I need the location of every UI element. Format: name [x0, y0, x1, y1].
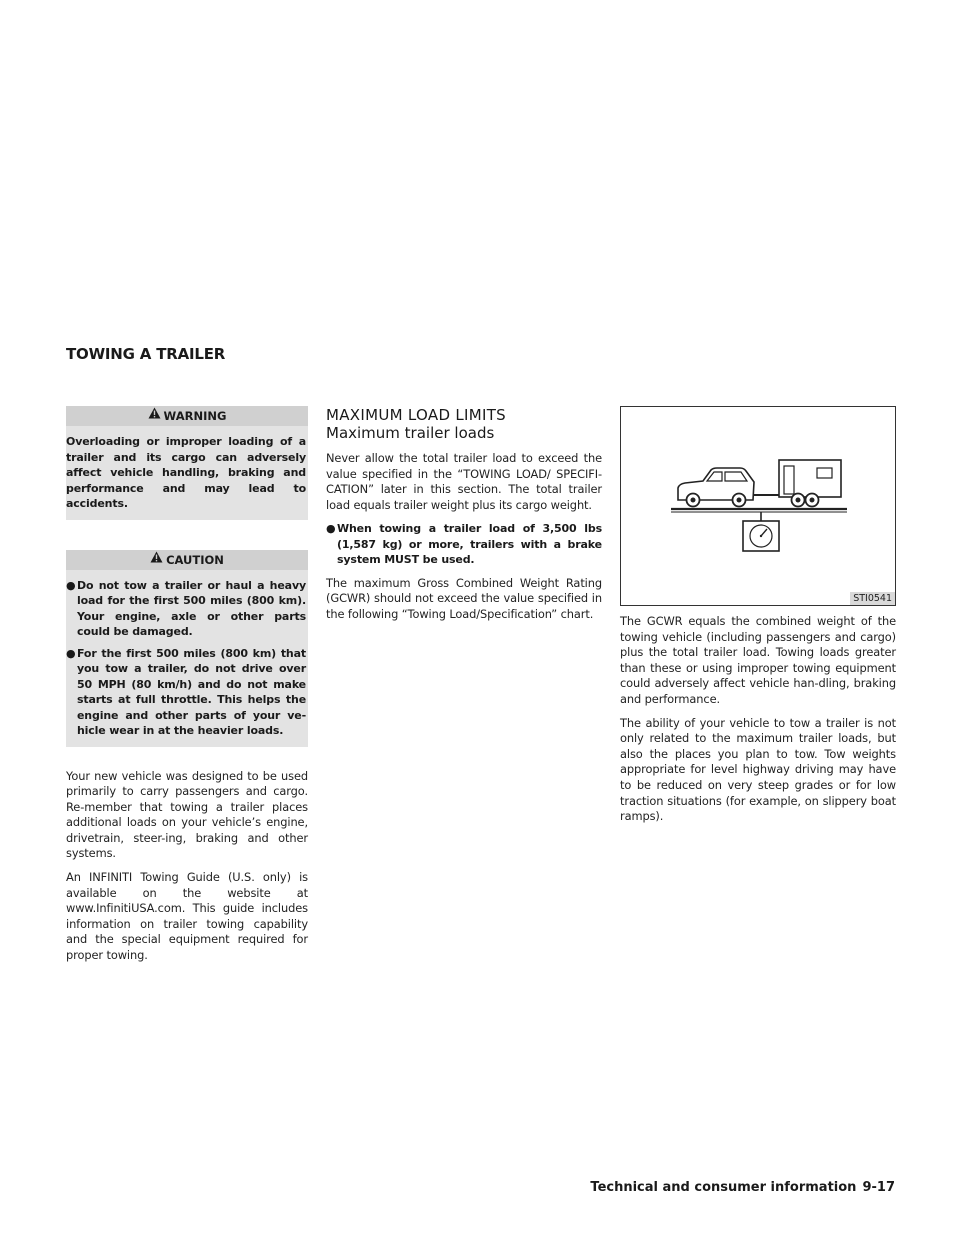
gcwr-definition-paragraph: The GCWR equals the combined weight of the towing vehicle (including passengers and cargo) plus the total trailer load. Towing loads greater than these or using improper towing equipment could adversely affect vehicle han-dling, braking and performance.	[620, 614, 896, 706]
bullet-dot-icon: ●	[66, 646, 76, 660]
page-footer	[0, 1180, 895, 1195]
warning-box	[66, 406, 308, 520]
warning-header	[66, 406, 308, 426]
bullet-dot-icon: ●	[66, 578, 76, 592]
gcwr-paragraph: The maximum Gross Combined Weight Rating (GCWR) should not exceed the value specified in the following “Towing Load/Specification” chart.	[326, 575, 602, 622]
caution-item-text: For the first 500 miles (800 km) that you tow a trailer, do not drive over 50 MPH (80 km/h) and do not make starts at full throttle. This helps the engine and other parts of your ve-hicle wear in at the heavier loads.	[77, 646, 306, 737]
section-title: TOWING A TRAILER	[66, 345, 226, 363]
warning-triangle-icon	[150, 549, 163, 569]
towing-guide-paragraph: An INFINITI Towing Guide (U.S. only) is available on the website at www.InfinitiUSA.com. This guide includes information on trailer towing capability and the special equipment required for proper towing.	[66, 870, 308, 963]
intro-paragraph: Your new vehicle was designed to be used primarily to carry passengers and cargo. Re-member that towing a trailer places additional loads on your vehicle’s engine, drivetrain, steer-ing, braking and other systems.	[66, 768, 308, 861]
caution-body	[66, 570, 308, 747]
tow-ability-paragraph: The ability of your vehicle to tow a trailer is not only related to the maximum trailer loads, but also the places you plan to tow. Tow weights appropriate for level highway driving may have to be reduced on very steep grades or for low traction situations (for example, on slippery boat ramps).	[620, 715, 896, 824]
caution-title: CAUTION	[166, 552, 224, 567]
page-number: 9-17	[862, 1180, 895, 1195]
car-trailer-scale-drawing	[621, 407, 895, 605]
towing-illustration	[620, 406, 896, 606]
warning-body	[66, 426, 308, 520]
caution-box	[66, 550, 308, 747]
warning-title: WARNING	[163, 409, 227, 423]
caution-header	[66, 550, 308, 570]
brake-system-note	[326, 521, 602, 568]
caution-item	[66, 646, 306, 739]
warning-triangle-icon	[148, 405, 161, 425]
max-trailer-loads-heading: Maximum trailer loads	[326, 424, 495, 442]
brake-system-text: When towing a trailer load of 3,500 lbs (1,587 kg) or more, trailers with a brake system MUST be used.	[337, 522, 602, 567]
column-middle	[326, 406, 602, 631]
max-load-limits-heading: MAXIMUM LOAD LIMITS	[326, 406, 507, 424]
caution-item	[66, 578, 306, 640]
footer-chapter: Technical and consumer information	[590, 1180, 857, 1195]
caution-item-text: Do not tow a trailer or haul a heavy load for the first 500 miles (800 km). Your engine, axle or other parts could be damaged.	[77, 578, 306, 638]
bullet-dot-icon: ●	[326, 522, 336, 536]
figure-label: STI0541	[850, 592, 895, 605]
column-left	[66, 406, 308, 972]
trailer-load-paragraph: Never allow the total trailer load to exceed the value specified in the “TOWING LOAD/ SPECIFI-CATION” later in this section. The total trailer load equals trailer weight plus its cargo weight.	[326, 451, 602, 512]
warning-text: Overloading or improper loading of a trailer and its cargo can adversely affect vehicle handling, braking and performance and may lead to accidents.	[66, 435, 306, 510]
column-right	[620, 406, 896, 833]
